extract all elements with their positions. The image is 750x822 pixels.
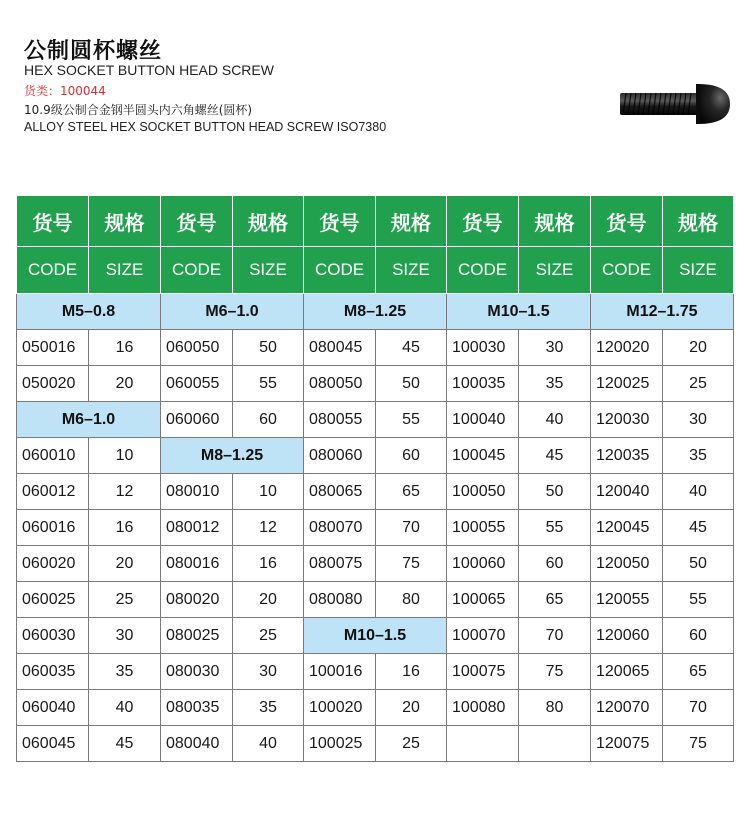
part-size: 70 xyxy=(663,690,734,726)
part-size: 10 xyxy=(89,438,161,474)
part-code: 080010 xyxy=(161,474,233,510)
size-group-header: M10–1.5 xyxy=(304,618,447,654)
part-code: 080045 xyxy=(304,330,376,366)
part-size: 65 xyxy=(663,654,734,690)
header-code-en: CODE xyxy=(17,247,89,294)
header-row-en xyxy=(17,247,734,294)
header-size-en: SIZE xyxy=(663,247,734,294)
part-size: 45 xyxy=(376,330,447,366)
part-size: 25 xyxy=(89,582,161,618)
part-code: 080030 xyxy=(161,654,233,690)
part-size: 45 xyxy=(89,726,161,762)
part-code: 100060 xyxy=(447,546,519,582)
part-code: 120070 xyxy=(591,690,663,726)
part-size: 35 xyxy=(519,366,591,402)
page-title: 公制圆杯螺丝 xyxy=(24,39,163,64)
part-code: 120025 xyxy=(591,366,663,402)
part-size: 75 xyxy=(663,726,734,762)
part-size: 16 xyxy=(89,510,161,546)
table-row xyxy=(17,510,734,546)
part-code xyxy=(447,726,519,762)
part-size: 55 xyxy=(376,402,447,438)
part-size: 55 xyxy=(519,510,591,546)
part-code: 100016 xyxy=(304,654,376,690)
part-code: 120020 xyxy=(591,330,663,366)
table-row xyxy=(17,726,734,762)
part-code: 060030 xyxy=(17,618,89,654)
header-code-cn: 货号 xyxy=(591,196,663,247)
size-group-header: M10–1.5 xyxy=(447,294,591,330)
part-code: 100035 xyxy=(447,366,519,402)
part-code: 080050 xyxy=(304,366,376,402)
part-size: 65 xyxy=(519,582,591,618)
part-code: 080016 xyxy=(161,546,233,582)
table-row xyxy=(17,582,734,618)
part-size: 35 xyxy=(233,690,304,726)
part-code: 060016 xyxy=(17,510,89,546)
table-row xyxy=(17,474,734,510)
table-row xyxy=(17,618,734,654)
size-group-header: M6–1.0 xyxy=(161,294,304,330)
part-size: 80 xyxy=(519,690,591,726)
part-size xyxy=(519,726,591,762)
part-size: 20 xyxy=(233,582,304,618)
part-code: 100080 xyxy=(447,690,519,726)
table-row xyxy=(17,294,734,330)
part-size: 70 xyxy=(376,510,447,546)
part-size: 16 xyxy=(376,654,447,690)
description-en: ALLOY STEEL HEX SOCKET BUTTON HEAD SCREW ISO7380 xyxy=(24,120,387,134)
header-size-en: SIZE xyxy=(233,247,304,294)
part-size: 35 xyxy=(89,654,161,690)
part-size: 60 xyxy=(376,438,447,474)
part-size: 20 xyxy=(663,330,734,366)
part-code: 120030 xyxy=(591,402,663,438)
header-code-cn: 货号 xyxy=(17,196,89,247)
part-code: 080060 xyxy=(304,438,376,474)
part-size: 45 xyxy=(663,510,734,546)
part-code: 080020 xyxy=(161,582,233,618)
header-code-cn: 货号 xyxy=(447,196,519,247)
part-size: 50 xyxy=(519,474,591,510)
part-code: 060025 xyxy=(17,582,89,618)
part-size: 75 xyxy=(519,654,591,690)
header-code-en: CODE xyxy=(161,247,233,294)
table-row xyxy=(17,654,734,690)
part-code: 120055 xyxy=(591,582,663,618)
part-size: 55 xyxy=(663,582,734,618)
part-size: 40 xyxy=(233,726,304,762)
part-code: 100040 xyxy=(447,402,519,438)
part-size: 55 xyxy=(233,366,304,402)
header-code-en: CODE xyxy=(447,247,519,294)
part-code: 120050 xyxy=(591,546,663,582)
part-size: 60 xyxy=(663,618,734,654)
part-size: 25 xyxy=(233,618,304,654)
part-code: 060040 xyxy=(17,690,89,726)
part-code: 120065 xyxy=(591,654,663,690)
header-size-en: SIZE xyxy=(376,247,447,294)
header-row-cn xyxy=(17,196,734,247)
part-size: 12 xyxy=(233,510,304,546)
part-code: 080035 xyxy=(161,690,233,726)
part-size: 40 xyxy=(89,690,161,726)
page-subtitle: HEX SOCKET BUTTON HEAD SCREW xyxy=(24,62,274,78)
header-code-cn: 货号 xyxy=(304,196,376,247)
header-code-cn: 货号 xyxy=(161,196,233,247)
part-size: 16 xyxy=(233,546,304,582)
part-code: 100045 xyxy=(447,438,519,474)
header-size-cn: 规格 xyxy=(519,196,591,247)
part-size: 10 xyxy=(233,474,304,510)
part-size: 40 xyxy=(663,474,734,510)
header-code-en: CODE xyxy=(591,247,663,294)
spec-table xyxy=(16,195,734,762)
part-code: 120060 xyxy=(591,618,663,654)
part-size: 60 xyxy=(233,402,304,438)
part-size: 20 xyxy=(376,690,447,726)
part-code: 080070 xyxy=(304,510,376,546)
part-size: 35 xyxy=(663,438,734,474)
part-code: 080012 xyxy=(161,510,233,546)
part-code: 100070 xyxy=(447,618,519,654)
header-size-en: SIZE xyxy=(89,247,161,294)
part-code: 080080 xyxy=(304,582,376,618)
header-code-en: CODE xyxy=(304,247,376,294)
part-code: 080065 xyxy=(304,474,376,510)
screw-icon xyxy=(612,80,732,128)
part-code: 060010 xyxy=(17,438,89,474)
part-code: 080025 xyxy=(161,618,233,654)
part-code: 120045 xyxy=(591,510,663,546)
part-code: 120035 xyxy=(591,438,663,474)
part-size: 45 xyxy=(519,438,591,474)
part-code: 060035 xyxy=(17,654,89,690)
header-size-cn: 规格 xyxy=(663,196,734,247)
part-code: 060012 xyxy=(17,474,89,510)
part-code: 060055 xyxy=(161,366,233,402)
size-group-header: M5–0.8 xyxy=(17,294,161,330)
part-code: 080040 xyxy=(161,726,233,762)
part-size: 25 xyxy=(663,366,734,402)
part-code: 100065 xyxy=(447,582,519,618)
part-size: 30 xyxy=(519,330,591,366)
part-size: 60 xyxy=(519,546,591,582)
part-code: 100075 xyxy=(447,654,519,690)
part-code: 100050 xyxy=(447,474,519,510)
size-group-header: M12–1.75 xyxy=(591,294,734,330)
part-code: 060060 xyxy=(161,402,233,438)
header-size-cn: 规格 xyxy=(89,196,161,247)
part-code: 050016 xyxy=(17,330,89,366)
part-size: 65 xyxy=(376,474,447,510)
header-size-en: SIZE xyxy=(519,247,591,294)
size-group-header: M8–1.25 xyxy=(304,294,447,330)
size-group-header: M6–1.0 xyxy=(17,402,161,438)
part-size: 25 xyxy=(376,726,447,762)
part-size: 50 xyxy=(376,366,447,402)
table-row xyxy=(17,366,734,402)
table-row xyxy=(17,438,734,474)
part-code: 100025 xyxy=(304,726,376,762)
part-code: 120040 xyxy=(591,474,663,510)
header-size-cn: 规格 xyxy=(233,196,304,247)
description-cn: 10.9级公制合金钢半圆头内六角螺丝(圆杯) xyxy=(24,103,253,117)
part-code: 060045 xyxy=(17,726,89,762)
part-size: 80 xyxy=(376,582,447,618)
part-code: 080075 xyxy=(304,546,376,582)
catalog-number: 货类：100044 xyxy=(24,84,106,98)
part-code: 060050 xyxy=(161,330,233,366)
part-size: 40 xyxy=(519,402,591,438)
table-row xyxy=(17,402,734,438)
part-size: 12 xyxy=(89,474,161,510)
header-size-cn: 规格 xyxy=(376,196,447,247)
size-group-header: M8–1.25 xyxy=(161,438,304,474)
part-code: 100055 xyxy=(447,510,519,546)
part-size: 30 xyxy=(89,618,161,654)
part-code: 120075 xyxy=(591,726,663,762)
part-code: 060020 xyxy=(17,546,89,582)
part-size: 50 xyxy=(663,546,734,582)
part-code: 100020 xyxy=(304,690,376,726)
part-size: 16 xyxy=(89,330,161,366)
part-size: 30 xyxy=(663,402,734,438)
table-row xyxy=(17,690,734,726)
part-size: 75 xyxy=(376,546,447,582)
part-code: 080055 xyxy=(304,402,376,438)
part-size: 70 xyxy=(519,618,591,654)
part-code: 100030 xyxy=(447,330,519,366)
part-code: 050020 xyxy=(17,366,89,402)
part-size: 20 xyxy=(89,546,161,582)
part-size: 30 xyxy=(233,654,304,690)
table-row xyxy=(17,330,734,366)
table-row xyxy=(17,546,734,582)
part-size: 50 xyxy=(233,330,304,366)
part-size: 20 xyxy=(89,366,161,402)
